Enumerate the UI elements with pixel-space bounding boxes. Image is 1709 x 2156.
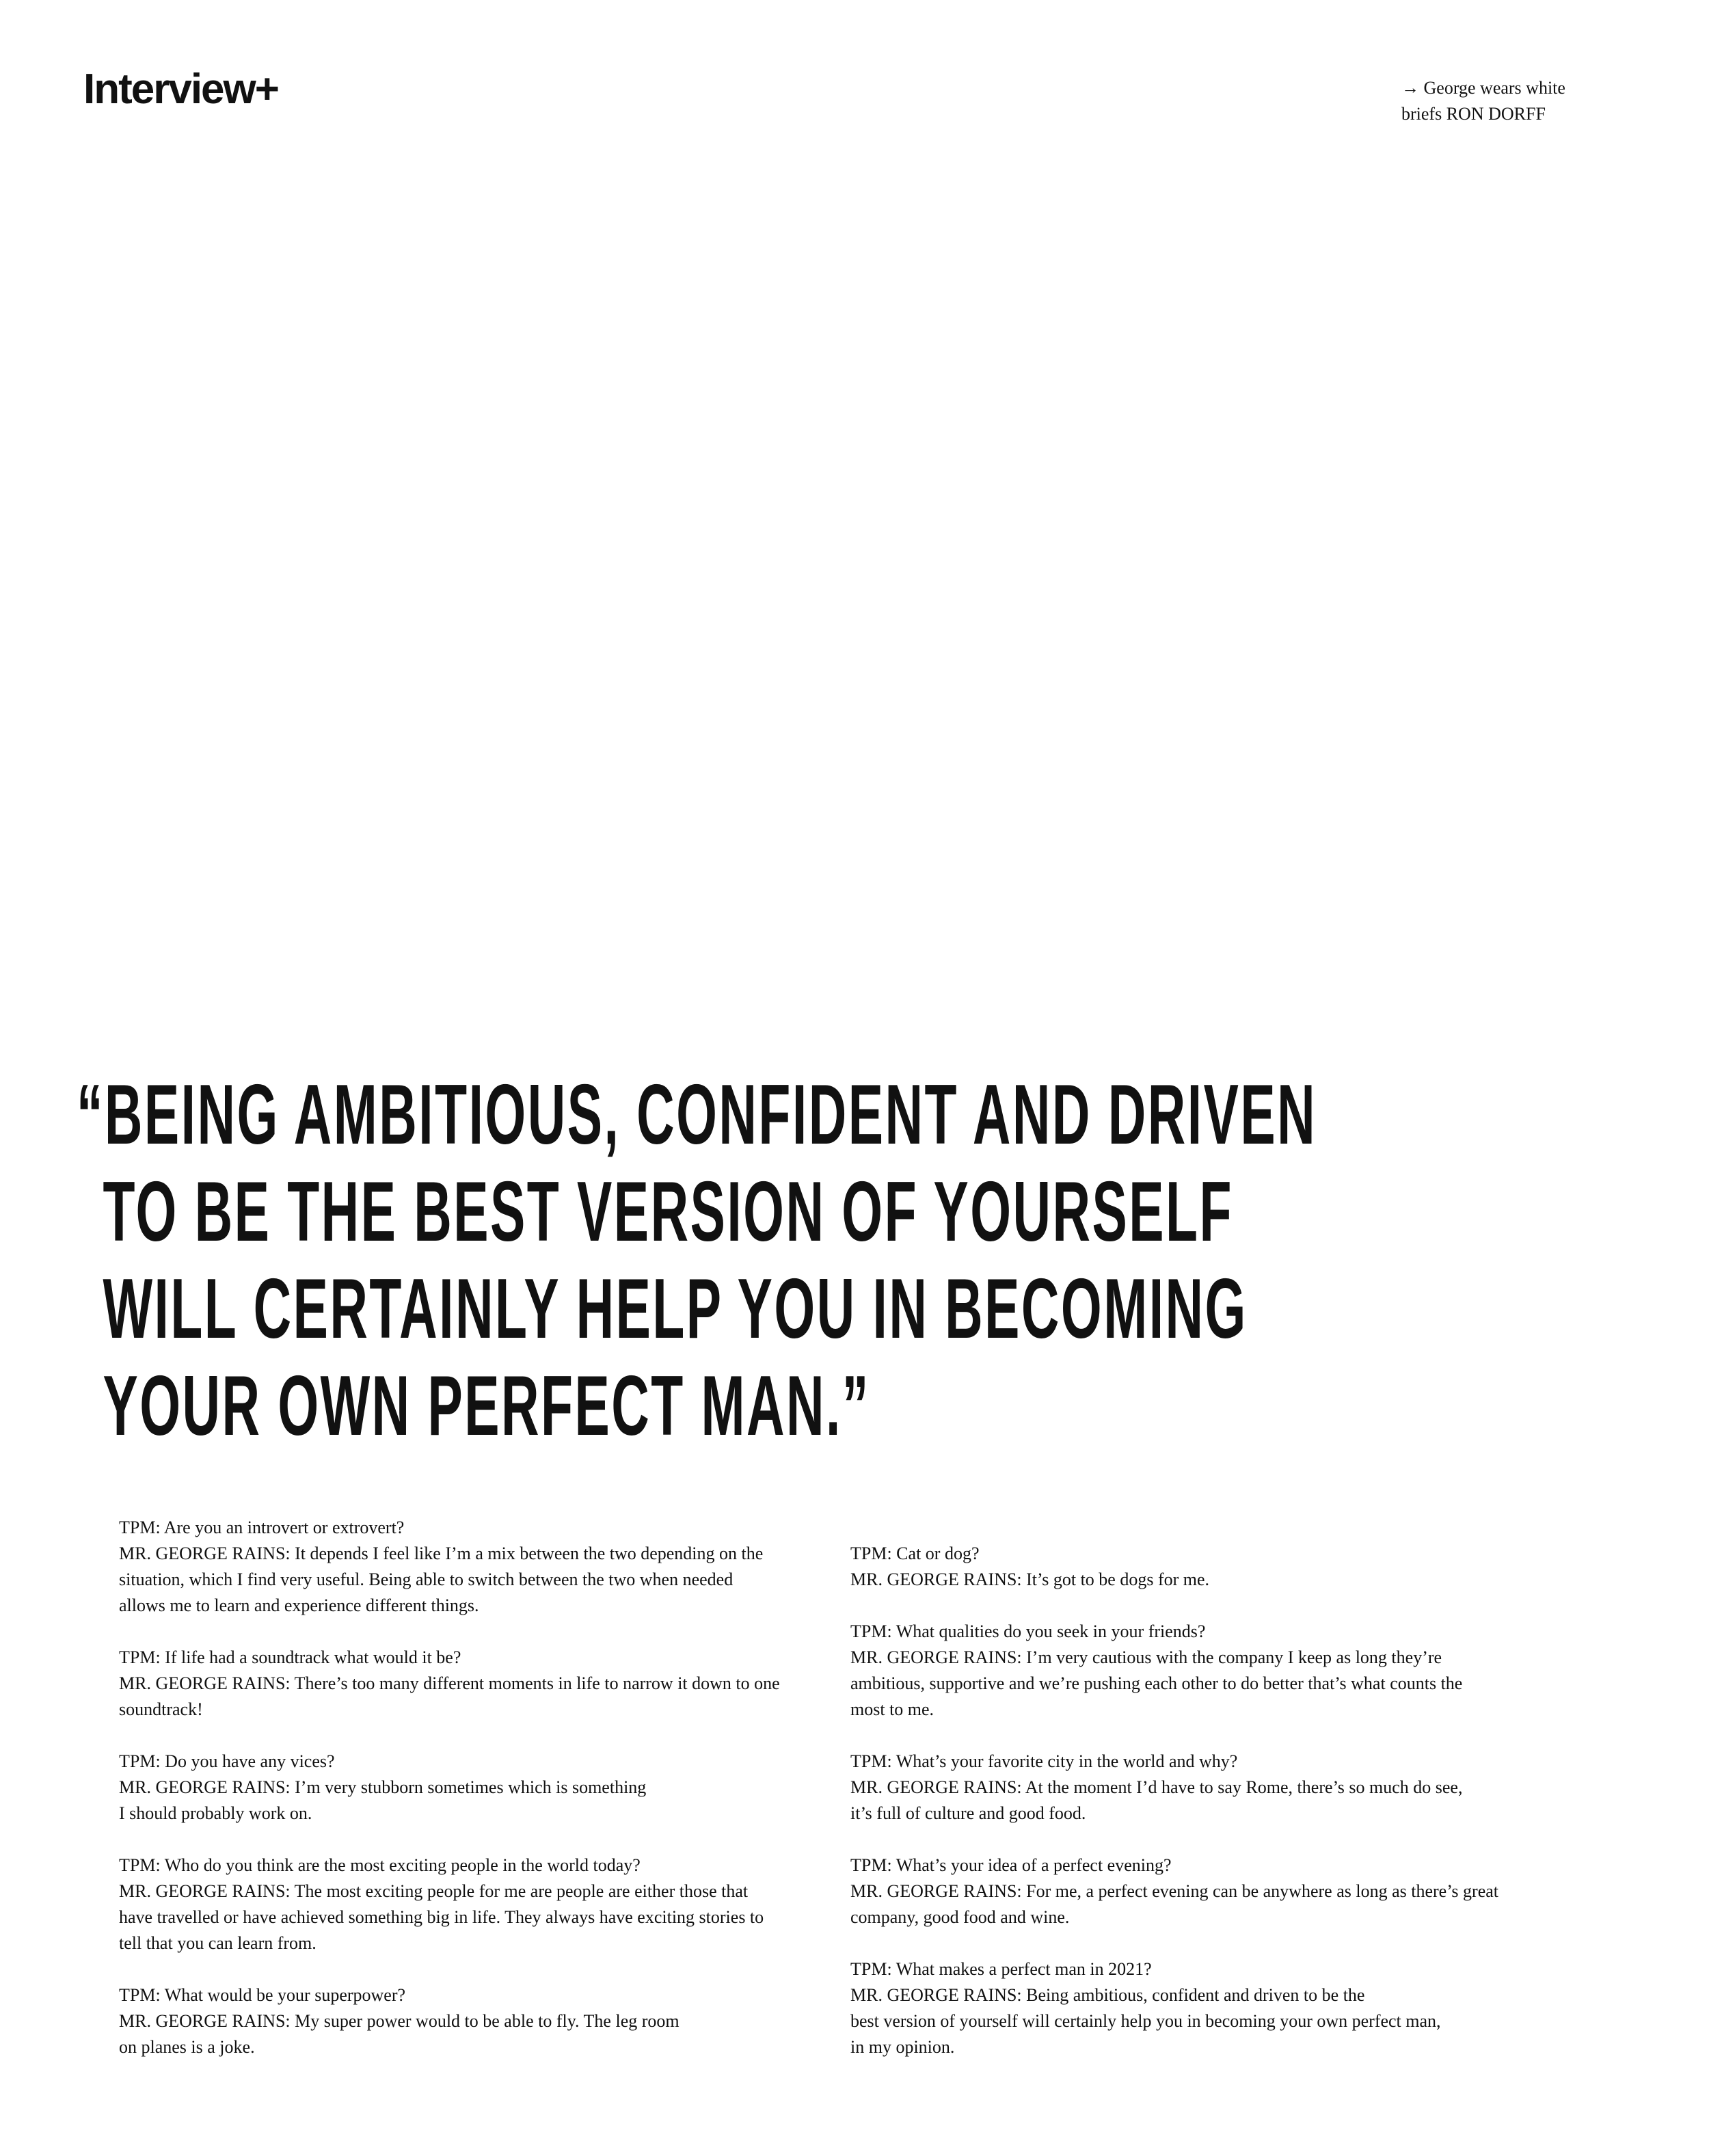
pull-quote-line: “BEING AMBITIOUS, CONFIDENT AND DRIVEN	[77, 1068, 1317, 1162]
qa-block	[850, 1852, 1575, 1930]
answer-line: tell that you can learn from.	[119, 1933, 317, 1953]
question: TPM: If life had a soundtrack what would it be?	[119, 1647, 461, 1667]
pull-quote-line: YOUR OWN PERFECT MAN.”	[103, 1359, 870, 1453]
qa-block	[119, 1982, 844, 2060]
question: TPM: What makes a perfect man in 2021?	[850, 1959, 1152, 1979]
masthead-title: Interview+	[83, 66, 278, 113]
caption-line: → George wears white	[1401, 78, 1565, 98]
answer-line: MR. GEORGE RAINS: Being ambitious, confident and driven to be the	[850, 1985, 1365, 2005]
answer-line: in my opinion.	[850, 2037, 955, 2057]
question: TPM: What’s your idea of a perfect evening?	[850, 1855, 1172, 1875]
answer-line: most to me.	[850, 1699, 934, 1719]
question: TPM: What’s your favorite city in the world and why?	[850, 1751, 1238, 1771]
question: TPM: Are you an introvert or extrovert?	[119, 1518, 405, 1537]
qa-block	[850, 1749, 1575, 1827]
question: TPM: Do you have any vices?	[119, 1751, 335, 1771]
pull-quote	[77, 1066, 1444, 1455]
answer-line: MR. GEORGE RAINS: There’s too many different moments in life to narrow it down to one	[119, 1673, 780, 1693]
qa-block	[119, 1749, 844, 1827]
question: TPM: Who do you think are the most exciting people in the world today?	[119, 1855, 641, 1875]
answer-line: ambitious, supportive and we’re pushing each other to do better that’s what counts the	[850, 1673, 1463, 1693]
answer-line: MR. GEORGE RAINS: It depends I feel like I’m a mix between the two depending on the	[119, 1544, 764, 1563]
qa-block	[119, 1515, 844, 1619]
question: TPM: What would be your superpower?	[119, 1985, 406, 2005]
interview-column-left	[119, 1515, 844, 2086]
answer-line: I should probably work on.	[119, 1803, 312, 1823]
answer-line: MR. GEORGE RAINS: I’m very cautious with the company I keep as long they’re	[850, 1647, 1442, 1667]
answer-line: best version of yourself will certainly help you in becoming your own perfect man,	[850, 2011, 1441, 2031]
answer-line: MR. GEORGE RAINS: I’m very stubborn sometimes which is something	[119, 1777, 647, 1797]
interview-column-right	[850, 1541, 1575, 2086]
answer-line: situation, which I find very useful. Being able to switch between the two when needed	[119, 1569, 734, 1589]
answer-line: MR. GEORGE RAINS: The most exciting people for me are people are either those that	[119, 1881, 749, 1901]
answer-line: MR. GEORGE RAINS: At the moment I’d have to say Rome, there’s so much do see,	[850, 1777, 1463, 1797]
caption-line: briefs RON DORFF	[1401, 104, 1546, 124]
qa-block	[119, 1645, 844, 1723]
photo-caption	[1401, 75, 1606, 127]
question: TPM: What qualities do you seek in your friends?	[850, 1621, 1206, 1641]
question: TPM: Cat or dog?	[850, 1544, 980, 1563]
pull-quote-line: TO BE THE BEST VERSION OF YOURSELF	[103, 1165, 1233, 1259]
answer-line: soundtrack!	[119, 1699, 203, 1719]
qa-block	[850, 1956, 1575, 2060]
qa-block	[850, 1541, 1575, 1593]
answer-line: have travelled or have achieved something big in life. They always have exciting stories to	[119, 1907, 764, 1927]
answer-line: MR. GEORGE RAINS: For me, a perfect evening can be anywhere as long as there’s great	[850, 1881, 1498, 1901]
qa-block	[119, 1852, 844, 1956]
answer-line: MR. GEORGE RAINS: My super power would to be able to fly. The leg room	[119, 2011, 679, 2031]
pull-quote-line: WILL CERTAINLY HELP YOU IN BECOMING	[103, 1262, 1248, 1356]
qa-block	[850, 1619, 1575, 1723]
answer-line: company, good food and wine.	[850, 1907, 1070, 1927]
answer-line: allows me to learn and experience different things.	[119, 1595, 479, 1615]
answer-line: MR. GEORGE RAINS: It’s got to be dogs for me.	[850, 1569, 1210, 1589]
answer-line: it’s full of culture and good food.	[850, 1803, 1086, 1823]
answer-line: on planes is a joke.	[119, 2037, 255, 2057]
